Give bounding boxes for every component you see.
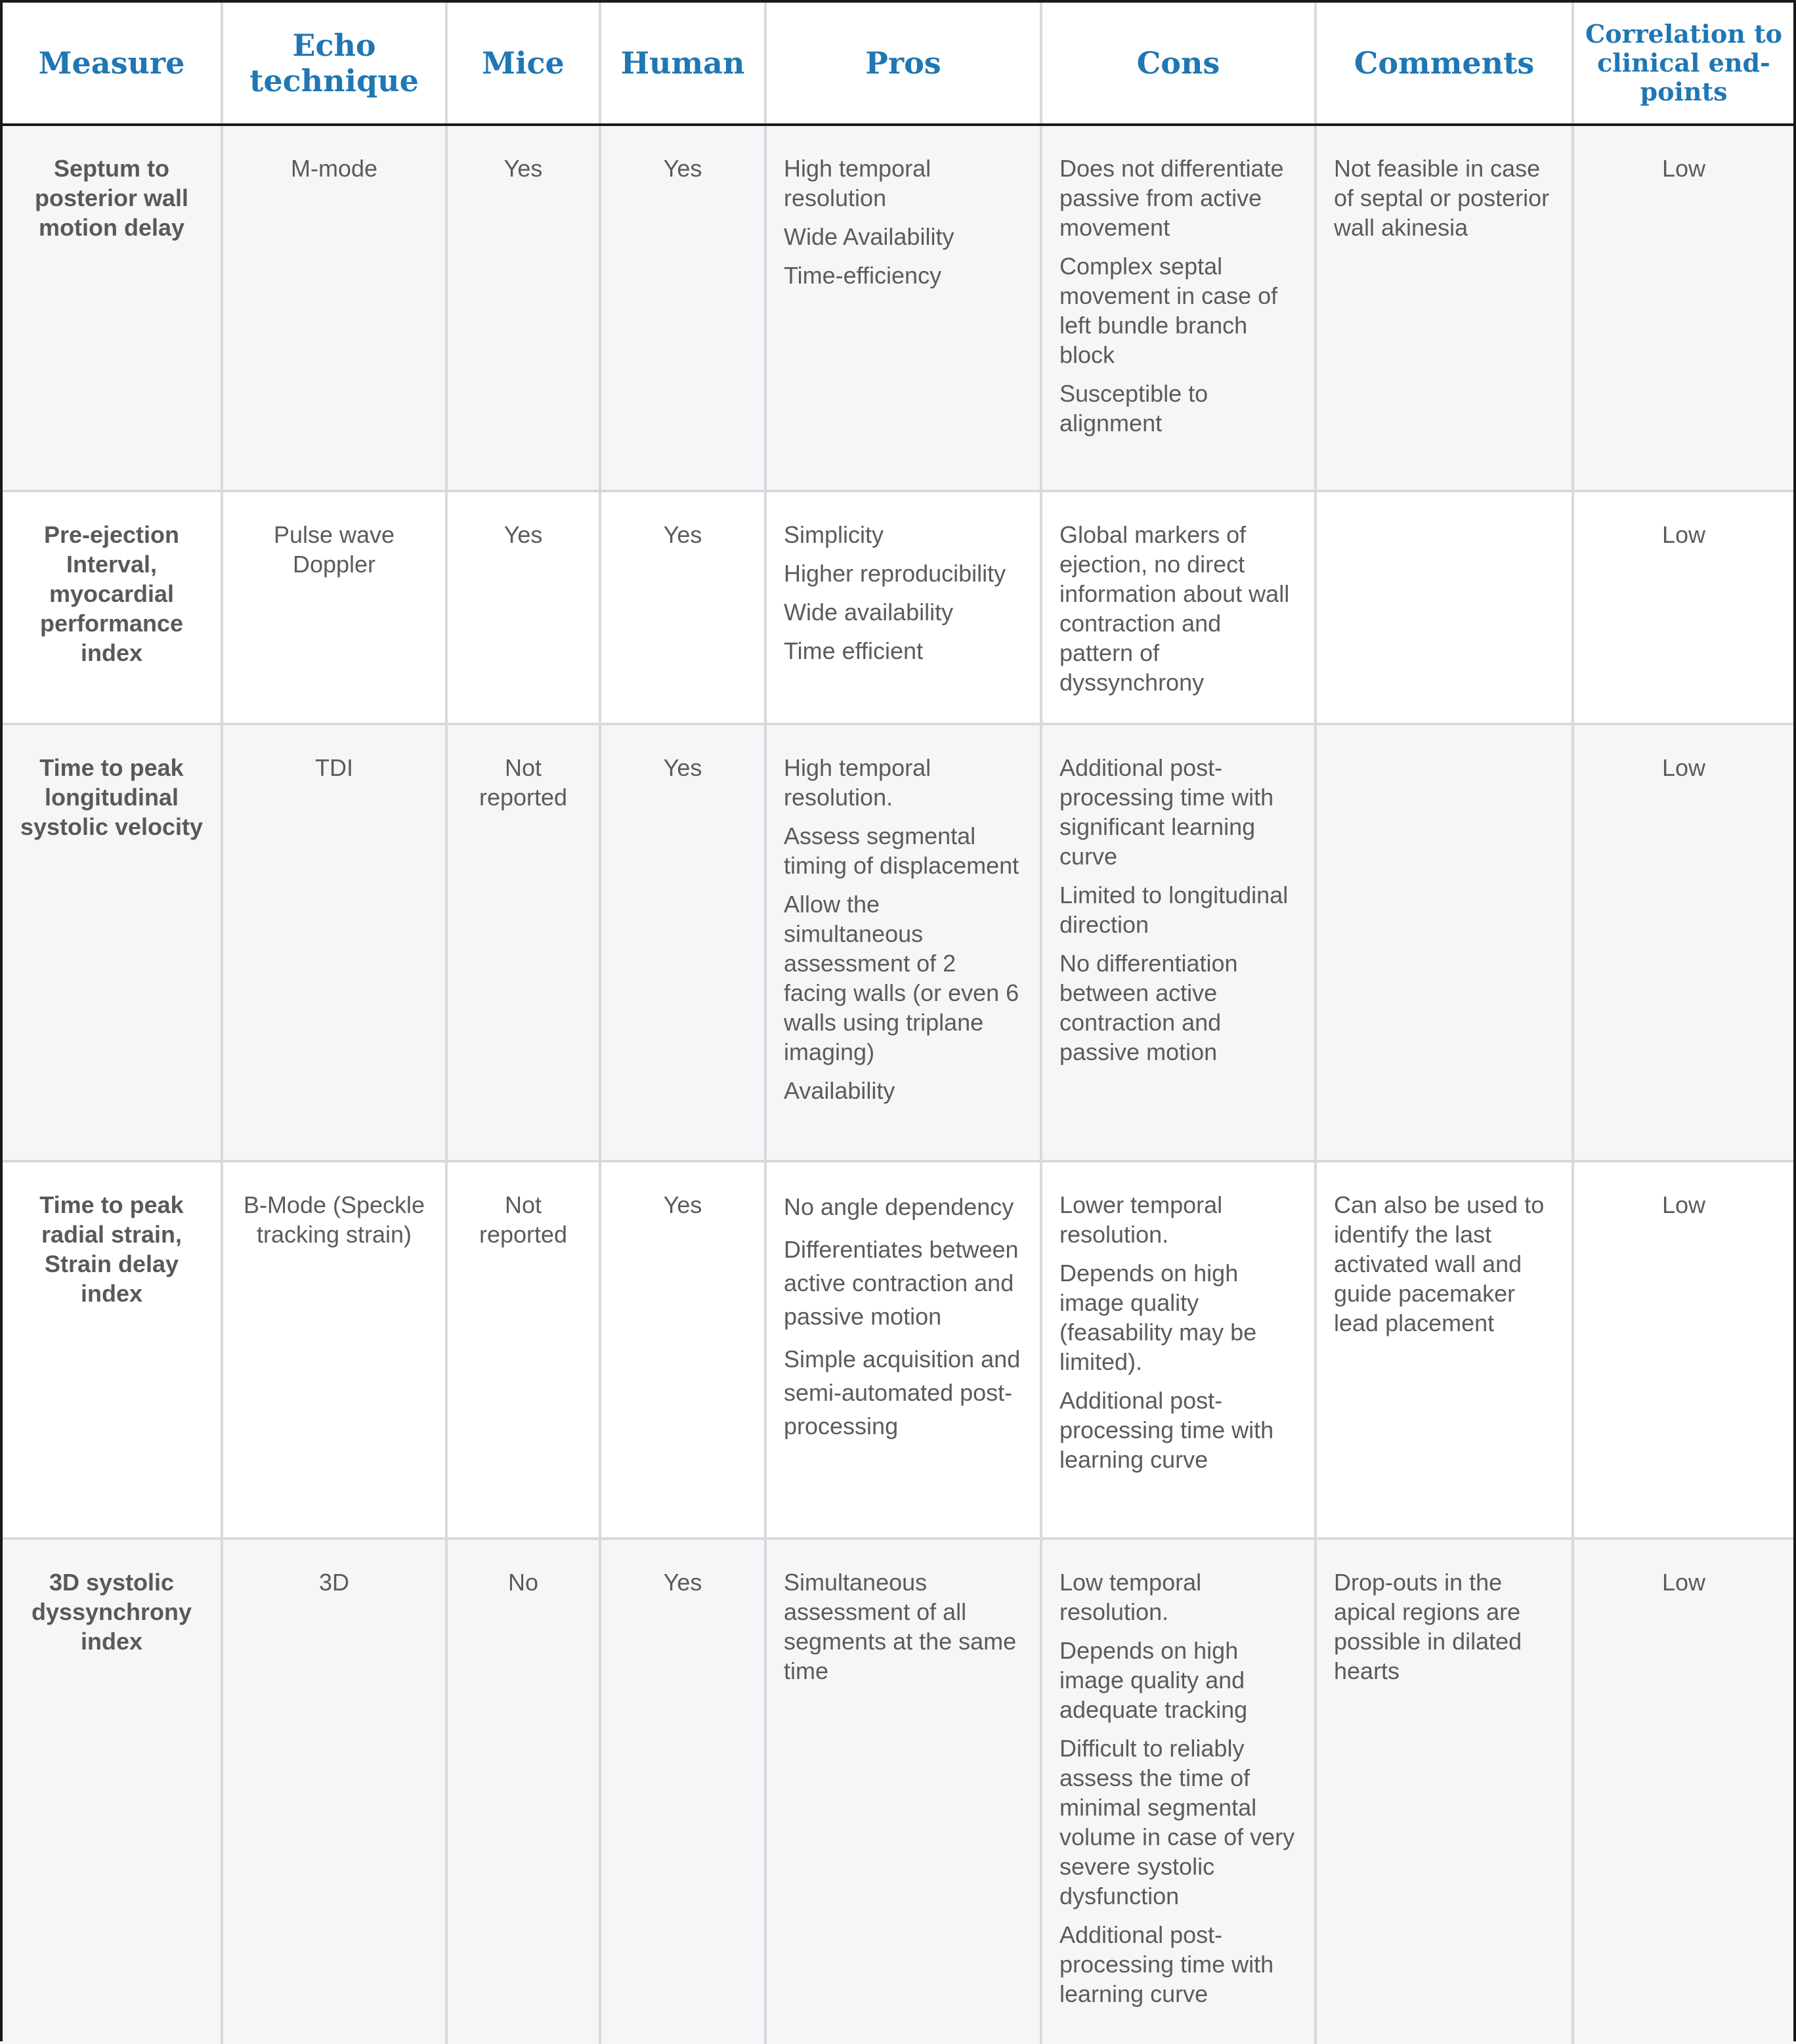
human-cell: Yes	[600, 724, 765, 1161]
comments-cell	[1315, 724, 1573, 1161]
comments-cell: Drop-outs in the apical regions are possible in dilated hearts	[1315, 1539, 1573, 2044]
mice-cell: Not reported	[446, 724, 600, 1161]
human-cell: Yes	[600, 491, 765, 724]
cons-item: Global markers of ejection, no direct information about wall contraction and pattern of dyssynchrony	[1059, 521, 1290, 696]
human-cell: Yes	[600, 1161, 765, 1539]
pros-cell	[765, 724, 1041, 1161]
echo-technique-cell: 3D	[222, 1539, 446, 2044]
pros-item: High temporal resolution.	[784, 754, 931, 811]
table-row	[3, 1539, 1793, 2044]
cons-item: Low temporal resolution.	[1059, 1569, 1202, 1625]
cons-cell	[1041, 724, 1315, 1161]
echo-technique-cell: TDI	[222, 724, 446, 1161]
header-correlation: Correlation to clinical end-points	[1573, 3, 1793, 125]
comments-cell	[1315, 491, 1573, 724]
cons-item: Does not differentiate passive from active movement	[1059, 155, 1284, 241]
pros-item: Wide Availability	[784, 223, 954, 250]
table-row	[3, 1161, 1793, 1539]
cons-cell	[1041, 125, 1315, 491]
correlation-cell: Low	[1573, 724, 1793, 1161]
measure-cell: Time to peak longitudinal systolic velocity	[3, 724, 222, 1161]
pros-item: Higher reproducibility	[784, 560, 1006, 587]
comments-cell: Can also be used to identify the last activated wall and guide pacemaker lead placement	[1315, 1161, 1573, 1539]
pros-item: No angle dependency	[784, 1193, 1014, 1220]
human-cell: Yes	[600, 125, 765, 491]
measure-cell: 3D systolic dyssynchrony index	[3, 1539, 222, 2044]
correlation-cell: Low	[1573, 491, 1793, 724]
pros-item: Wide availability	[784, 599, 954, 626]
pros-item: Simplicity	[784, 521, 884, 548]
measure-cell: Time to peak radial strain, Strain delay index	[3, 1161, 222, 1539]
pros-cell	[765, 125, 1041, 491]
cons-item: No differentiation between active contraction and passive motion	[1059, 950, 1238, 1065]
header-human: Human	[600, 3, 765, 125]
cons-item: Depends on high image quality and adequate tracking	[1059, 1637, 1248, 1723]
measure-cell: Pre-ejection Interval, myocardial performance index	[3, 491, 222, 724]
echo-measures-table	[3, 3, 1793, 2044]
pros-cell	[765, 1539, 1041, 2044]
cons-item: Additional post-processing time with learning curve	[1059, 1921, 1274, 2007]
header-cons: Cons	[1041, 3, 1315, 125]
pros-item: Availability	[784, 1077, 895, 1104]
pros-item: Simultaneous assessment of all segments at the same time	[784, 1569, 1017, 1684]
pros-item: Simple acquisition and semi-automated post-processing	[784, 1346, 1021, 1439]
cons-item: Susceptible to alignment	[1059, 380, 1208, 436]
cons-item: Complex septal movement in case of left bundle branch block	[1059, 253, 1278, 368]
header-comments: Comments	[1315, 3, 1573, 125]
cons-item: Depends on high image quality (feasability may be limited).	[1059, 1260, 1257, 1375]
pros-cell	[765, 1161, 1041, 1539]
human-cell: Yes	[600, 1539, 765, 2044]
correlation-cell: Low	[1573, 1539, 1793, 2044]
cons-item: Limited to longitudinal direction	[1059, 882, 1289, 938]
mice-cell: Yes	[446, 491, 600, 724]
echo-technique-cell: M-mode	[222, 125, 446, 491]
cons-item: Additional post-processing time with learning curve	[1059, 1387, 1274, 1473]
mice-cell: Yes	[446, 125, 600, 491]
echo-technique-cell: Pulse wave Doppler	[222, 491, 446, 724]
echo-technique-cell: B-Mode (Speckle tracking strain)	[222, 1161, 446, 1539]
header-mice: Mice	[446, 3, 600, 125]
table-row	[3, 491, 1793, 724]
measure-cell: Septum to posterior wall motion delay	[3, 125, 222, 491]
cons-cell	[1041, 491, 1315, 724]
pros-item: Time efficient	[784, 637, 924, 664]
pros-item: Differentiates between active contraction and passive motion	[784, 1236, 1019, 1330]
table-row	[3, 724, 1793, 1161]
pros-item: Allow the simultaneous assessment of 2 facing walls (or even 6 walls using triplane imaging)	[784, 891, 1019, 1065]
cons-cell	[1041, 1539, 1315, 2044]
pros-item: Assess segmental timing of displacement	[784, 822, 1019, 879]
cons-item: Additional post-processing time with significant learning curve	[1059, 754, 1274, 870]
cons-item: Lower temporal resolution.	[1059, 1191, 1223, 1248]
header-pros: Pros	[765, 3, 1041, 125]
table-row	[3, 125, 1793, 491]
mice-cell: No	[446, 1539, 600, 2044]
pros-item: Time-efficiency	[784, 262, 942, 289]
pros-item: High temporal resolution	[784, 155, 931, 211]
comments-cell: Not feasible in case of septal or posterior wall akinesia	[1315, 125, 1573, 491]
cons-cell	[1041, 1161, 1315, 1539]
pros-cell	[765, 491, 1041, 724]
correlation-cell: Low	[1573, 125, 1793, 491]
header-echo-technique: Echo technique	[222, 3, 446, 125]
correlation-cell: Low	[1573, 1161, 1793, 1539]
cons-item: Difficult to reliably assess the time of minimal segmental volume in case of very severe systolic dysfunction	[1059, 1735, 1295, 1909]
header-measure: Measure	[3, 3, 222, 125]
mice-cell: Not reported	[446, 1161, 600, 1539]
header-row	[3, 3, 1793, 125]
